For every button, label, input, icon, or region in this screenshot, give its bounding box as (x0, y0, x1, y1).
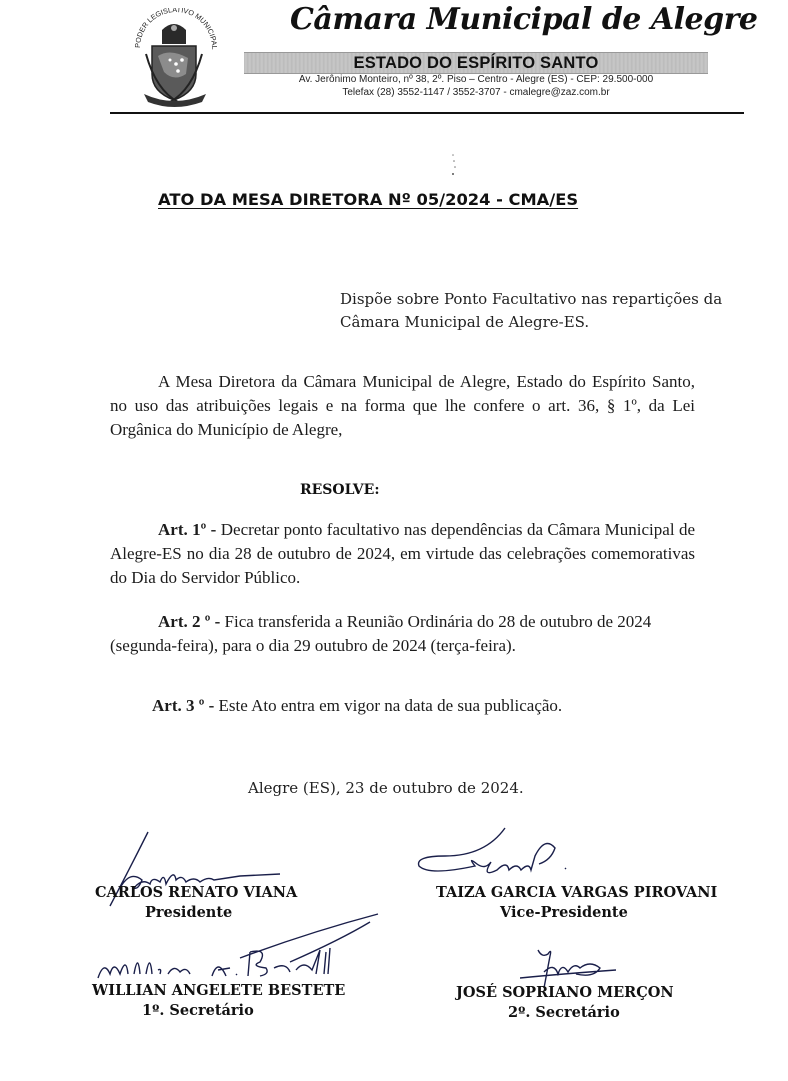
signatory-3-role: 1º. Secretário (142, 1002, 254, 1019)
crest-text: PODER LEGISLATIVO MUNICIPAL (132, 8, 220, 50)
signatory-1-role: Presidente (145, 904, 233, 921)
signatory-2-role: Vice-Presidente (500, 904, 628, 921)
signatory-3-name: WILLIAN ANGELETE BESTETE (92, 982, 346, 999)
signatory-2-name: TAIZA GARCIA VARGAS PIROVANI (436, 884, 718, 901)
resolve-heading: RESOLVE: (300, 482, 380, 498)
article-2-label: Art. 2 º - (158, 612, 221, 631)
signatory-1-name: CARLOS RENATO VIANA (95, 884, 298, 901)
article-1-label: Art. 1º - (158, 520, 217, 539)
signatory-4-role: 2º. Secretário (508, 1004, 620, 1021)
address-line: Av. Jerônimo Monteiro, nº 38, 2º. Piso – Centro - Alegre (ES) - CEP: 29.500-000 (298, 74, 654, 85)
document-title: ATO DA MESA DIRETORA Nº 05/2024 - CMA/ES (158, 190, 579, 209)
article-3 (110, 694, 710, 718)
preamble-paragraph (110, 370, 695, 442)
document-ementa: Dispõe sobre Ponto Facultativo nas repartições da Câmara Municipal de Alegre-ES. (340, 290, 723, 331)
article-2-text: Fica transferida a Reunião Ordinária do 28 de outubro de 2024 (segunda-feira), para o dia 29 outubro de 2024 (terça-feira). (110, 612, 652, 655)
contact-line: Telefax (28) 3552-1147 / 3552-3707 - cmalegre@zaz.com.br (342, 87, 610, 98)
state-name: ESTADO DO ESPÍRITO SANTO (353, 54, 599, 72)
signatory-4-name: JOSÉ SOPRIANO MERÇON (456, 984, 674, 1001)
article-1 (110, 518, 695, 590)
place-and-date: Alegre (ES), 23 de outubro de 2024. (248, 779, 524, 797)
article-1-text: Decretar ponto facultativo nas dependências da Câmara Municipal de Alegre-ES no dia 28 de outubro de 2024, em virtude das celebrações comemorativas do Dia do Servidor Público. (110, 520, 695, 587)
scan-speck (450, 152, 458, 178)
organization-name: Câmara Municipal de Alegre (290, 2, 758, 37)
preamble-text: A Mesa Diretora da Câmara Municipal de Alegre, Estado do Espírito Santo, no uso das atribuições legais e na forma que lhe confere o art. 36, § 1º, da Lei Orgânica do Município de Alegre, (110, 372, 695, 439)
signature-first-secretary (90, 912, 390, 982)
municipal-crest-icon (130, 8, 220, 108)
state-banner (244, 52, 708, 74)
article-3-label: Art. 3 º - (152, 696, 215, 715)
header-divider (110, 112, 744, 114)
article-2 (110, 610, 710, 658)
article-3-text: Este Ato entra em vigor na data de sua publicação. (218, 696, 563, 715)
